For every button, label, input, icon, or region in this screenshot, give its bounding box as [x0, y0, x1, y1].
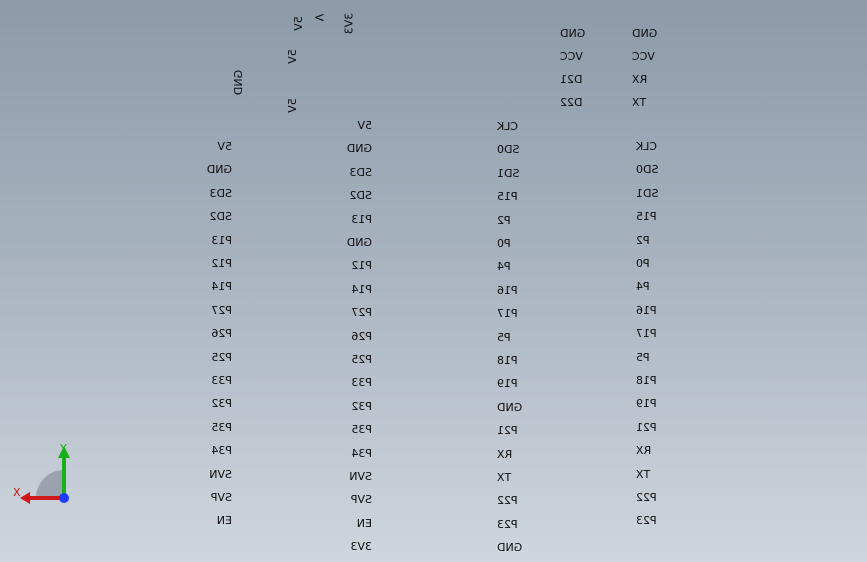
triad-arc-icon [36, 470, 64, 498]
axis-triad[interactable] [12, 440, 82, 510]
col1-pin-label-2: SD3 [209, 186, 232, 200]
col4-pin-label-16: P23 [636, 514, 657, 528]
col2-pin-label-18: 3V3 [350, 540, 372, 554]
col4-pin-label-9: P5 [636, 350, 650, 364]
col3-pin-label-11: P19 [497, 377, 518, 391]
top-label-3v3: 3V3 [342, 12, 356, 35]
col3-pin-label-9: P5 [497, 330, 511, 344]
col2-pin-label-12: P32 [351, 399, 372, 413]
col3-pin-label-15: TX [497, 471, 512, 484]
col4-pin-label-0: CLK [636, 140, 658, 153]
col2-pin-label-1: GND [346, 142, 372, 156]
col4-pin-label-6: P4 [636, 280, 650, 294]
col2-pin-label-4: P13 [351, 212, 372, 226]
col2-pin-label-10: P25 [351, 353, 372, 366]
col2-pin-label-17: EN [356, 516, 372, 530]
col4-pin-label-1: SD0 [636, 163, 659, 177]
col1-pin-label-3: SD2 [209, 210, 232, 224]
col1-pin-label-8: P26 [211, 327, 232, 341]
col4-pin-label-14: TX [636, 467, 651, 481]
col3-pin-label-4: P2 [497, 213, 511, 227]
col3-pin-label-10: P18 [497, 354, 518, 367]
col3-pin-label-8: P17 [497, 307, 518, 321]
header-a-label-2: D21 [560, 73, 583, 86]
col2-pin-label-16: SVP [350, 493, 372, 507]
col2-pin-label-2: SD3 [349, 165, 372, 179]
col4-pin-label-8: P17 [636, 327, 657, 341]
top-label-v: V [312, 13, 326, 22]
header-b-label-0: GND [632, 27, 658, 40]
col2-pin-label-15: SVN [349, 470, 372, 483]
header-b-label-3: TX [632, 96, 647, 109]
col3-pin-label-1: SD0 [497, 143, 520, 157]
header-a-label-3: D22 [560, 96, 583, 109]
top-label-gnd: GND [232, 69, 246, 96]
col3-pin-label-5: P0 [497, 237, 511, 250]
top-label-5v-c: 5V [285, 98, 299, 113]
x-arrow-icon [20, 492, 30, 504]
col1-pin-label-11: P32 [211, 397, 232, 411]
col2-pin-label-13: P35 [351, 423, 372, 437]
col4-pin-label-5: P0 [636, 257, 650, 270]
col2-pin-label-0: 5V [357, 119, 372, 132]
col1-pin-label-14: SVN [209, 467, 232, 481]
top-label-5v-b: 5V [285, 49, 299, 64]
header-b-label-1: VCC [632, 50, 655, 63]
col3-pin-label-6: P4 [497, 260, 511, 274]
col2-pin-label-9: P26 [351, 329, 372, 343]
col2-pin-label-14: P34 [351, 446, 372, 460]
col2-pin-label-6: P12 [351, 259, 372, 273]
col4-pin-label-15: P22 [636, 491, 657, 504]
col1-pin-label-0: 5V [217, 140, 232, 153]
x-axis-label: X [13, 486, 21, 499]
col1-pin-label-13: P34 [211, 444, 232, 458]
top-label-5v-a: 5V [291, 16, 305, 31]
col1-pin-label-7: P27 [211, 303, 232, 317]
col2-pin-label-8: P27 [351, 306, 372, 320]
col3-pin-label-18: GND [497, 541, 523, 555]
col4-pin-label-13: RX [636, 444, 652, 458]
col1-pin-label-4: P13 [211, 233, 232, 247]
col1-pin-label-16: EN [216, 514, 232, 528]
col1-pin-label-6: P14 [211, 280, 232, 294]
col4-pin-label-4: P2 [636, 233, 650, 247]
col4-pin-label-11: P19 [636, 397, 657, 411]
col3-pin-label-3: P15 [497, 190, 518, 204]
col4-pin-label-2: SD1 [636, 186, 659, 200]
col3-pin-label-12: GND [497, 400, 523, 414]
z-axis-icon [59, 493, 69, 503]
col4-pin-label-3: P15 [636, 210, 657, 224]
col1-pin-label-10: P33 [211, 374, 232, 387]
col4-pin-label-12: P21 [636, 420, 657, 434]
col3-pin-label-16: P22 [497, 494, 518, 508]
col3-pin-label-14: RX [497, 447, 513, 461]
col1-pin-label-1: GND [206, 163, 232, 177]
col2-pin-label-3: SD2 [349, 189, 372, 203]
col1-pin-label-5: P12 [211, 257, 232, 270]
col1-pin-label-9: P25 [211, 350, 232, 364]
col1-pin-label-15: SVP [210, 491, 232, 504]
col3-pin-label-17: P23 [497, 517, 518, 531]
col3-pin-label-0: CLK [497, 120, 519, 133]
col2-pin-label-11: P33 [351, 376, 372, 390]
y-axis-label: Y [60, 442, 67, 455]
col3-pin-label-13: P21 [497, 424, 518, 438]
col2-pin-label-7: P14 [351, 282, 372, 296]
col2-pin-label-5: GND [346, 236, 372, 249]
header-b-label-2: RX [632, 73, 648, 86]
col3-pin-label-2: SD1 [497, 166, 520, 180]
col4-pin-label-10: P18 [636, 374, 657, 387]
col3-pin-label-7: P16 [497, 283, 518, 297]
col1-pin-label-12: P35 [211, 420, 232, 434]
header-a-label-0: GND [560, 27, 586, 40]
col4-pin-label-7: P16 [636, 303, 657, 317]
header-a-label-1: VCC [560, 50, 583, 63]
